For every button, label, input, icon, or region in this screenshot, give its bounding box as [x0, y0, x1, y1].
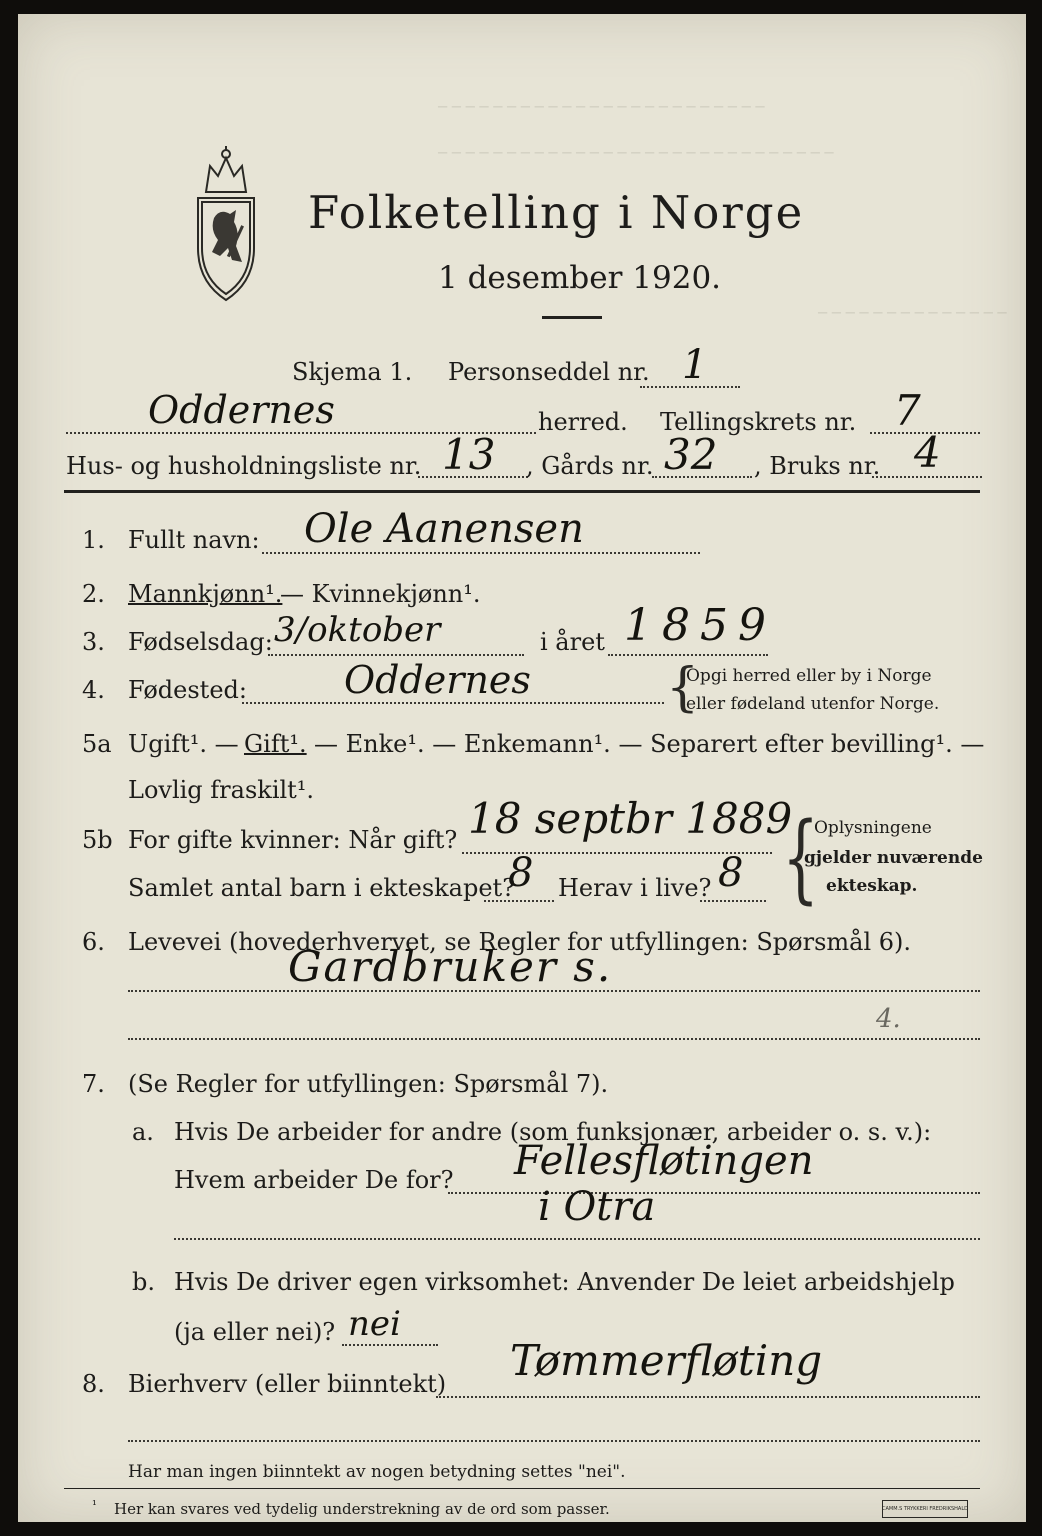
q5b-alive-label: Herav i live? — [558, 874, 712, 902]
q5b-number: 5b — [82, 826, 113, 854]
q8-line1 — [436, 1396, 980, 1398]
married-date-value[interactable]: 18 septbr 1889 — [468, 794, 793, 843]
form-date: 1 desember 1920. — [438, 260, 722, 296]
q3-label: Fødselsdag: — [128, 628, 273, 656]
q6-margin-mark: 4. — [876, 1004, 901, 1034]
q3-number: 3. — [82, 628, 105, 656]
employer-value-line1[interactable]: Fellesfløtingen — [514, 1138, 814, 1184]
status-gift-option[interactable]: Gift¹. — [244, 730, 307, 758]
q7a-question: Hvem arbeider De for? — [174, 1166, 454, 1194]
q5b-children-label: Samlet antal barn i ekteskapet? — [128, 874, 516, 902]
bruks-label: , Bruks nr. — [754, 452, 881, 480]
q8-line2 — [128, 1440, 980, 1442]
tellingskrets-number[interactable]: 7 — [894, 386, 921, 435]
q8-number: 8. — [82, 1370, 105, 1398]
coat-of-arms-icon — [184, 144, 268, 304]
footer-separator — [64, 1488, 980, 1489]
personseddel-number[interactable]: 1 — [682, 342, 708, 388]
form-title: Folketelling i Norge — [308, 186, 805, 239]
q5b-children-line — [484, 900, 554, 902]
employer-value-line2[interactable]: i Otra — [538, 1184, 656, 1230]
q2-number: 2. — [82, 580, 105, 608]
tellingskrets-label: Tellingskrets nr. — [660, 408, 857, 436]
q6-line1 — [128, 990, 980, 992]
gards-number[interactable]: 32 — [664, 430, 718, 479]
q1-number: 1. — [82, 526, 105, 554]
children-alive-value[interactable]: 8 — [718, 850, 744, 896]
bleed-through-text: ─ ─ ─ ─ ─ ─ ─ ─ ─ ─ ─ ─ ─ ─ ─ ─ ─ ─ ─ ─ ─ ─ ─ ─ ─ ─ ─ ─ ─ — [438, 144, 834, 162]
no-income-note: Har man ingen biinntekt av nogen betydning settes "nei". — [128, 1462, 626, 1482]
gender-male-option[interactable]: Mannkjønn¹. — [128, 580, 283, 608]
q4-label: Fødested: — [128, 676, 247, 704]
q5a-number: 5a — [82, 730, 112, 758]
q7a-label: Hvis De arbeider for andre (som funksjonær, arbeider o. s. v.): — [174, 1118, 932, 1146]
skjema-label: Skjema 1. — [292, 358, 413, 386]
q5b-note-line1: Oplysningene — [814, 818, 932, 838]
census-form-sheet — [18, 14, 1026, 1522]
title-divider — [542, 316, 602, 319]
hired-help-value[interactable]: nei — [348, 1304, 401, 1344]
birth-year-value[interactable]: 1859 — [624, 600, 776, 651]
q8-label: Bierhverv (eller biinntekt) — [128, 1370, 447, 1398]
q4-number: 4. — [82, 676, 105, 704]
footnote-text: Her kan svares ved tydelig understrekning av de ord som passer. — [114, 1500, 610, 1518]
footnote-mark: ¹ — [92, 1498, 97, 1512]
q3-line — [268, 654, 524, 656]
q4-note-line1: Opgi herred eller by i Norge — [686, 666, 932, 686]
q5b-brace: { — [782, 802, 819, 914]
hus-number[interactable]: 13 — [442, 430, 496, 479]
q4-line — [242, 702, 664, 704]
bruks-number[interactable]: 4 — [914, 428, 941, 477]
q7b-line — [342, 1344, 438, 1346]
full-name-value[interactable]: Ole Aanensen — [304, 506, 584, 552]
q1-line — [262, 552, 700, 554]
occupation-value[interactable]: Gardbruker s. — [288, 942, 613, 991]
status-ugift-option[interactable]: Ugift¹. — — [128, 730, 239, 758]
side-income-value[interactable]: Tømmerfløting — [510, 1336, 823, 1385]
printer-stamp — [882, 1500, 968, 1518]
q3-year-label: i året — [540, 628, 605, 656]
q7a-line2 — [174, 1238, 980, 1240]
q7-number: 7. — [82, 1070, 105, 1098]
q4-brace: { — [666, 658, 700, 718]
gender-female-option[interactable]: — Kvinnekjønn¹. — [280, 580, 481, 608]
hus-label: Hus- og husholdningsliste nr. — [66, 452, 422, 480]
bleed-through-text: ─ ─ ─ ─ ─ ─ ─ ─ ─ ─ ─ ─ ─ ─ ─ ─ ─ ─ ─ ─ ─ ─ ─ ─ — [438, 98, 765, 116]
q5b-note-line2: gjelder nuværende — [804, 848, 983, 868]
q5b-label: For gifte kvinner: Når gift? — [128, 826, 458, 854]
herred-value[interactable]: Oddernes — [148, 388, 335, 432]
q3-year-line — [608, 654, 768, 656]
q6-line2 — [128, 1038, 980, 1040]
q6-label: Levevei (hovederhvervet, se Regler for utfyllingen: Spørsmål 6). — [128, 928, 912, 956]
gards-label: , Gårds nr. — [526, 452, 654, 480]
q7a-line1 — [448, 1192, 980, 1194]
q7-label: (Se Regler for utfyllingen: Spørsmål 7). — [128, 1070, 609, 1098]
printer-stamp-text: CAMM.S TRYKKERI FREDRIKSHALD — [882, 1506, 968, 1512]
q7a-letter: a. — [132, 1118, 154, 1146]
q4-note-line2: eller fødeland utenfor Norge. — [686, 694, 940, 714]
birthday-value[interactable]: 3/oktober — [274, 610, 441, 650]
q6-number: 6. — [82, 928, 105, 956]
birthplace-value[interactable]: Oddernes — [344, 658, 531, 702]
personseddel-label: Personseddel nr. — [448, 358, 650, 386]
q7b-label: Hvis De driver egen virksomhet: Anvender De leiet arbeidshjelp — [174, 1268, 955, 1296]
q5b-alive-line — [700, 900, 766, 902]
q1-label: Fullt navn: — [128, 526, 260, 554]
children-count-value[interactable]: 8 — [508, 850, 534, 896]
status-other-options[interactable]: — Enke¹. — Enkemann¹. — Separert efter bevilling¹. — — [314, 730, 985, 758]
header-separator — [64, 490, 980, 493]
status-fraskilt-option[interactable]: Lovlig fraskilt¹. — [128, 776, 315, 804]
herred-label: herred. — [538, 408, 628, 436]
q7b-letter: b. — [132, 1268, 155, 1296]
bleed-through-text: ─ ─ ─ ─ ─ ─ ─ ─ ─ ─ ─ ─ ─ ─ — [818, 304, 1007, 322]
q7b-question: (ja eller nei)? — [174, 1318, 336, 1346]
q5b-note-line3: ekteskap. — [826, 876, 918, 896]
